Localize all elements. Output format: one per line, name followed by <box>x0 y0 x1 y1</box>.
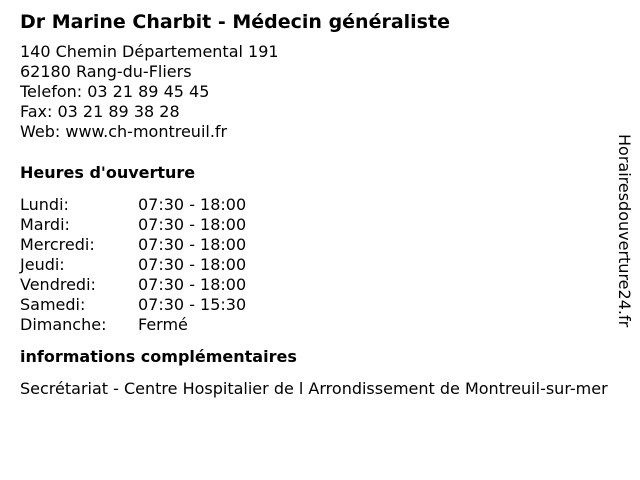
day-label: Lundi: <box>20 195 69 214</box>
hours-row-sunday <box>20 315 620 335</box>
day-label: Mardi: <box>20 215 70 234</box>
page-title: Dr Marine Charbit - Médecin généraliste <box>20 11 450 33</box>
hours-row-friday <box>20 275 620 295</box>
time-range: 07:30 - 18:00 <box>138 275 247 294</box>
day-label: Jeudi: <box>20 255 65 274</box>
address-city: 62180 Rang-du-Fliers <box>20 62 192 81</box>
website-link[interactable]: Web: www.ch-montreuil.fr <box>20 122 228 141</box>
info-heading: informations complémentaires <box>20 347 297 366</box>
practice-card <box>20 10 620 399</box>
info-text: Secrétariat - Centre Hospitalier de l Arrondissement de Montreuil-sur-mer <box>20 379 608 398</box>
day-label: Dimanche: <box>20 315 107 334</box>
hours-heading: Heures d'ouverture <box>20 163 196 182</box>
contact-block <box>20 42 620 142</box>
site-watermark: Horairesdouverture24.fr <box>615 134 634 328</box>
day-label: Mercredi: <box>20 235 95 254</box>
hours-row-thursday <box>20 255 620 275</box>
time-range: 07:30 - 18:00 <box>138 195 247 214</box>
time-range: 07:30 - 18:00 <box>138 255 247 274</box>
time-range: 07:30 - 18:00 <box>138 215 247 234</box>
hours-row-monday <box>20 195 620 215</box>
opening-hours-table <box>20 195 620 335</box>
day-label: Samedi: <box>20 295 86 314</box>
day-label: Vendredi: <box>20 275 96 294</box>
time-range: 07:30 - 15:30 <box>138 295 247 314</box>
fax-number: Fax: 03 21 89 38 28 <box>20 102 180 121</box>
hours-row-tuesday <box>20 215 620 235</box>
address-street: 140 Chemin Départemental 191 <box>20 42 279 61</box>
phone-number: Telefon: 03 21 89 45 45 <box>20 82 210 101</box>
hours-row-wednesday <box>20 235 620 255</box>
time-range: Fermé <box>138 315 188 334</box>
time-range: 07:30 - 18:00 <box>138 235 247 254</box>
hours-row-saturday <box>20 295 620 315</box>
